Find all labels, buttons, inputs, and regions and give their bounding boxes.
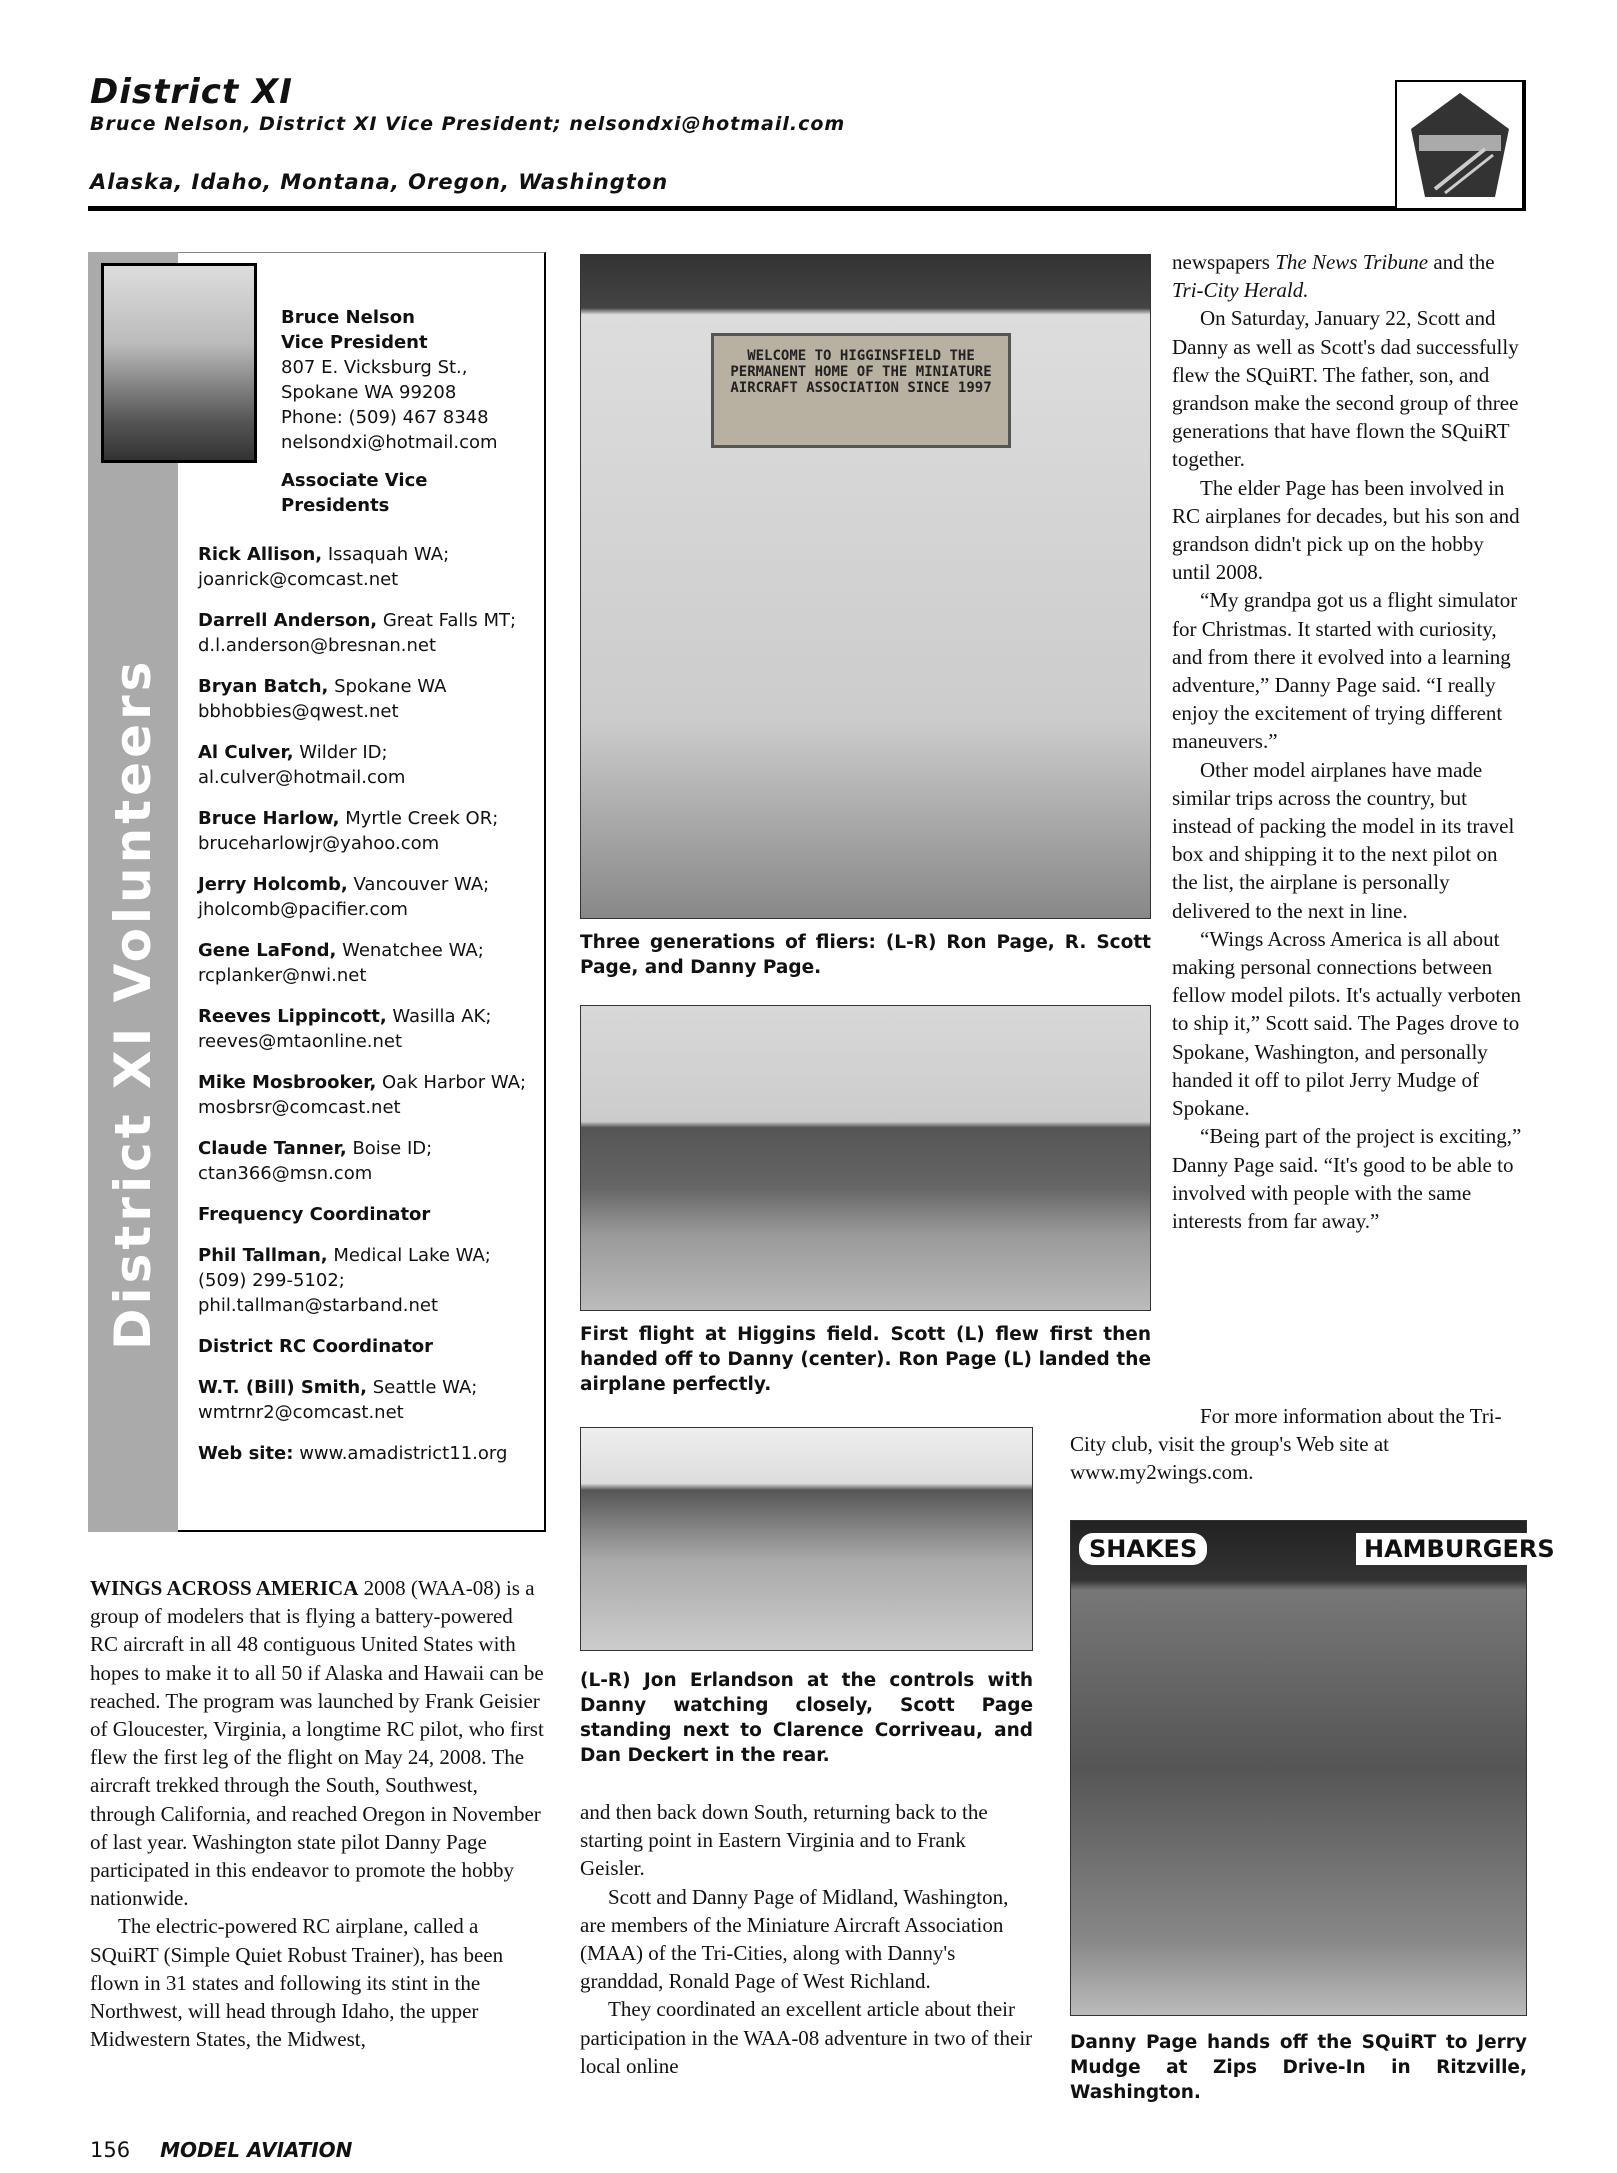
article-closing [1070,1402,1527,1487]
volunteer-email[interactable]: joanrick@comcast.net [198,569,399,590]
volunteer-email[interactable]: bbhobbies@qwest.net [198,701,399,722]
volunteer-email[interactable]: rcplanker@nwi.net [198,965,367,986]
article-col-2 [580,1798,1035,2080]
volunteer-name: Claude Tanner, [198,1138,347,1159]
volunteer-email[interactable]: jholcomb@pacifier.com [198,899,408,920]
sidebar-vertical-title: District XI Volunteers [104,657,162,1350]
vp-address2: Spokane WA 99208 [281,382,457,403]
volunteer-list [198,542,543,1466]
volunteer-entry [198,1004,543,1054]
volunteer-entry [198,608,543,658]
volunteer-entry [198,542,543,592]
website-link[interactable]: www.amadistrict11.org [293,1443,508,1464]
photo2-caption: First flight at Higgins field. Scott (L) flew first then handed off to Danny (center). Ron Page (L) landed the airplane perfectly. [580,1324,1151,1395]
article-p6c: and the [1428,250,1495,274]
vp-name: Bruce Nelson [281,307,415,328]
volunteer-name: Jerry Holcomb, [198,874,348,895]
volunteer-name: Al Culver, [198,742,294,763]
volunteer-location: Boise ID; [346,1138,433,1159]
volunteer-email[interactable]: mosbrsr@comcast.net [198,1097,401,1118]
volunteer-email[interactable]: reeves@mtaonline.net [198,1031,403,1052]
article-p1: 2008 (WAA-08) is a group of modelers that is flying a battery-powered RC aircraft in all 48 contiguous United States with hopes to make it to all 50 if Alaska and Hawaii can be reached. The program was launched by Frank Geisier of Gloucester, Virginia, a longtime RC pilot, who first flew the first leg of the flight on May 24, 2008. The aircraft trekked through the South, Southwest, through California, and reached Oregon in November of last year. Washington state pilot Danny Page participated in this endeavor to promote the hobby nationwide. [90,1576,544,1911]
article-p4: Scott and Danny Page of Midland, Washington, are members of the Miniature Aircraft Association (MAA) of the Tri-Cities, along with Danny's granddad, Ronald Page of West Richland. [580,1884,1009,1994]
volunteer-entry [198,1243,543,1318]
header-rule [88,206,1526,211]
photo3-caption: (L-R) Jon Erlandson at the controls with Danny watching closely, Scott Page standing next to Clarence Corriveau, and Dan Deckert in the rear. [580,1670,1033,1766]
article-col-1 [90,1574,545,2053]
volunteer-name: Mike Mosbrooker, [198,1072,377,1093]
section-heading: Frequency Coordinator [198,1204,431,1225]
photo4-caption: Danny Page hands off the SQuiRT to Jerry Mudge at Zips Drive-In in Ritzville, Washington. [1070,2032,1527,2103]
region-list: Alaska, Idaho, Montana, Oregon, Washington [90,170,669,194]
district-logo [1395,80,1526,210]
article-p7: On Saturday, January 22, Scott and Danny as well as Scott's dad successfully flew the SQuiRT. The father, son, and grandson make the second group of three generations that have flown the SQuiRT together. [1172,306,1519,472]
photo-three-generations [580,254,1151,919]
welcome-sign: WELCOME TO HIGGINSFIELD THE PERMANENT HOME OF THE MINIATURE AIRCRAFT ASSOCIATION SINCE 1997 [711,333,1011,448]
article-p6a: newspapers [1172,250,1276,274]
page-number: 156 [90,2138,131,2162]
volunteer-location: Myrtle Creek OR; [339,808,499,829]
article-p9: “My grandpa got us a flight simulator for Christmas. It started with curiosity, and from there it evolved into a learning adventure,” Danny Page said. “I really enjoy the excitement of trying different maneuvers.” [1172,588,1518,754]
volunteer-entry [198,740,543,790]
volunteer-entry [198,1070,543,1120]
volunteer-name: Bryan Batch, [198,676,329,697]
photo-field-group [580,1427,1033,1651]
volunteer-email[interactable]: wmtrnr2@comcast.net [198,1402,404,1423]
volunteer-location: Seattle WA; [366,1377,478,1398]
volunteer-name: Darrell Anderson, [198,610,378,631]
section-heading: District RC Coordinator [198,1336,434,1357]
hamburgers-sign: HAMBURGERS [1356,1533,1528,1565]
website-label: Web site: [198,1443,294,1464]
volunteer-entry [198,938,543,988]
volunteer-location: Issaquah WA; [322,544,450,565]
volunteer-entry [198,674,543,724]
volunteer-name: Rick Allison, [198,544,323,565]
volunteer-name: Phil Tallman, [198,1245,328,1266]
article-p12: “Being part of the project is exciting,” Danny Page said. “It's good to be able to involved with people with the same interests from far away.” [1172,1124,1522,1233]
volunteer-email[interactable]: d.l.anderson@bresnan.net [198,635,436,656]
volunteer-name: Gene LaFond, [198,940,337,961]
volunteer-entry [198,1136,543,1186]
article-col-3 [1172,248,1527,1235]
volunteer-location: Great Falls MT; [377,610,517,631]
volunteer-location: Spokane WA [328,676,447,697]
volunteer-entry [198,1375,543,1425]
volunteer-location: Vancouver WA; [347,874,490,895]
volunteer-location: Wilder ID; [293,742,388,763]
article-p5: They coordinated an excellent article about their participation in the WAA-08 adventure in two of their local online [580,1997,1033,2078]
volunteer-name: Bruce Harlow, [198,808,340,829]
article-lead: WINGS ACROSS AMERICA [90,1576,359,1600]
volunteer-entry [198,806,543,856]
photo1-caption: Three generations of fliers: (L-R) Ron Page, R. Scott Page, and Danny Page. [580,932,1151,978]
volunteer-email[interactable]: bruceharlowjr@yahoo.com [198,833,440,854]
vp-phone: Phone: (509) 467 8348 [281,407,489,428]
photo-first-flight [580,1005,1151,1311]
vp-contact [281,305,541,518]
volunteer-location: Wenatchee WA; [336,940,484,961]
article-p10: Other model airplanes have made similar trips across the country, but instead of packing the model in its travel box and shipping it to the next pilot on the list, the airplane is personally delivered to the next in line. [1172,757,1515,923]
assoc-heading: Associate Vice Presidents [281,470,428,516]
volunteer-entry [198,872,543,922]
article-p11: “Wings Across America is all about making personal connections between fellow model pilots. It's actually verboten to ship it,” Scott said. The Pages drove to Spokane, Washington, and personally handed it off to pilot Jerry Mudge of Spokane. [1172,926,1522,1121]
newspaper-2: Tri-City Herald. [1172,278,1309,303]
page-title: District XI [90,72,293,112]
page-footer [90,2138,352,2162]
article-p2: The electric-powered RC airplane, called a SQuiRT (Simple Quiet Robust Trainer), has been flown in 31 states and following its stint in the Northwest, will head through Idaho, the upper Midwestern States, the Midwest, [90,1914,504,2052]
volunteer-email[interactable]: phil.tallman@starband.net [198,1295,439,1316]
volunteer-location: Medical Lake WA; [327,1245,491,1266]
volunteer-name: Reeves Lippincott, [198,1006,387,1027]
article-p3: and then back down South, returning back to the starting point in Eastern Virginia and to Frank Geisler. [580,1800,988,1881]
volunteer-name: W.T. (Bill) Smith, [198,1377,367,1398]
volunteer-location: Oak Harbor WA; [376,1072,527,1093]
volunteer-location: Wasilla AK; [386,1006,492,1027]
photo-handoff [1070,1520,1555,2016]
article-p8: The elder Page has been involved in RC airplanes for decades, but his son and grandson didn't pick up on the hobby until 2008. [1172,475,1520,585]
volunteer-phone: (509) 299-5102; [198,1270,345,1291]
vp-email[interactable]: nelsondxi@hotmail.com [281,432,498,453]
newspaper-1: The News Tribune [1275,250,1429,274]
vp-title: Vice President [281,332,428,353]
volunteer-email[interactable]: al.culver@hotmail.com [198,767,406,788]
vp-portrait [101,263,257,463]
article-p13: For more information about the Tri-City club, visit the group's Web site at www.my2wings.com. [1070,1404,1502,1485]
shakes-sign: SHAKES [1079,1533,1207,1565]
magazine-name: MODEL AVIATION [160,2138,353,2162]
vp-address1: 807 E. Vicksburg St., [281,357,468,378]
volunteer-email[interactable]: ctan366@msn.com [198,1163,373,1184]
page-subtitle: Bruce Nelson, District XI Vice President; nelsondxi@hotmail.com [90,113,846,135]
